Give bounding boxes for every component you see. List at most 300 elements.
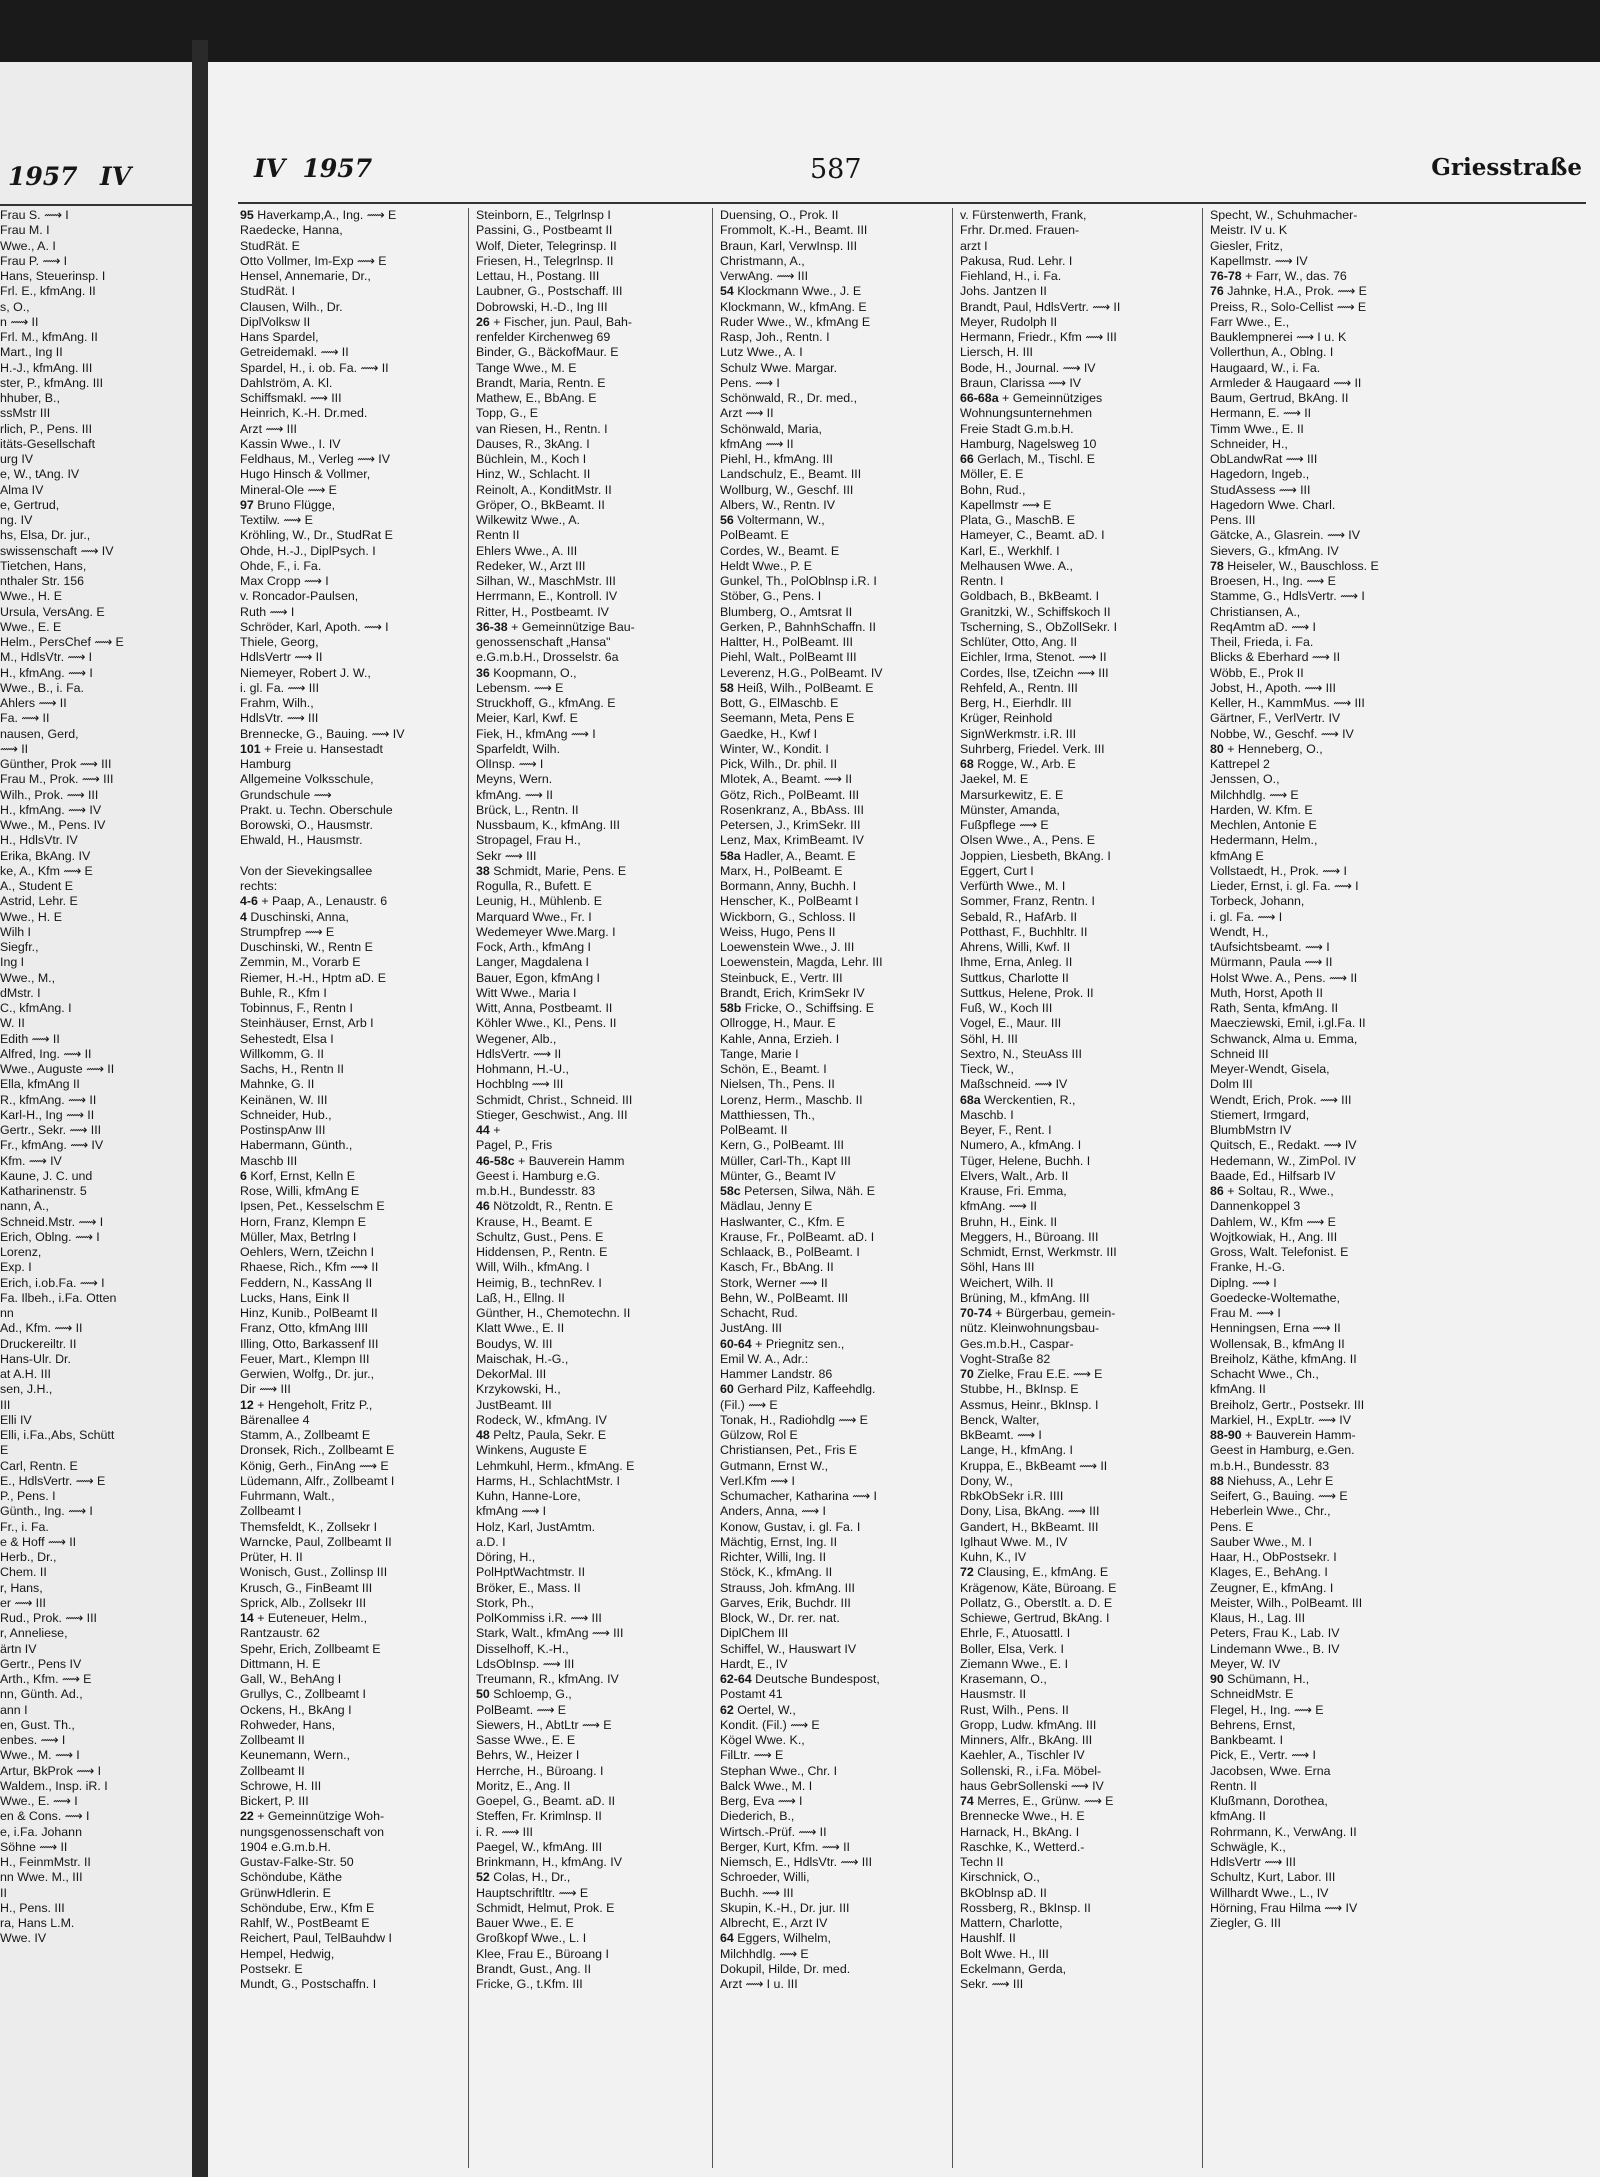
directory-entry: Hinz, W., Schlacht. II (476, 467, 591, 482)
left-page-entry: r, Anneliese, (0, 1626, 68, 1641)
directory-entry: Lüdemann, Alfr., Zollbeamt I (240, 1473, 395, 1488)
directory-entry: tAufsichtsbeamt. ⟿ I (1210, 940, 1330, 954)
directory-entry: FilLtr. ⟿ E (720, 1748, 784, 1763)
left-page-entry: Hans, Steuerinsp. I (0, 269, 106, 283)
directory-entry: Harnack, H., BkAng. I (960, 1824, 1080, 1839)
house-number: 66 (960, 452, 974, 466)
directory-entry: kfmAng E (1210, 848, 1264, 863)
directory-entry: Postamt 41 (720, 1687, 783, 1702)
directory-entry: kfmAng ⟿ II (720, 436, 794, 451)
directory-entry: Bormann, Anny, Buchh. I (720, 879, 857, 893)
directory-entry: StudAssess ⟿ III (1210, 482, 1311, 497)
directory-entry: Mächtig, Ernst, Ing. II (720, 1534, 838, 1549)
directory-entry: Giesler, Fritz, (1210, 238, 1283, 253)
directory-entry: Frau M. ⟿ I (1210, 1306, 1281, 1320)
house-number: 70 (960, 1367, 974, 1381)
directory-entry: HdlsVtr. ⟿ III (240, 711, 319, 726)
directory-entry: Bode, H., Journal. ⟿ IV (960, 360, 1096, 375)
directory-entry: Meyns, Wern. (476, 772, 553, 787)
directory-entry: Habermann, Günth., (240, 1138, 353, 1153)
left-page-entry: en, Gust. Th., (0, 1717, 75, 1732)
directory-entry: Krägenow, Käte, Büroang. E (960, 1580, 1117, 1595)
directory-entry: Ges.m.b.H., Caspar- (960, 1336, 1074, 1351)
left-page-entry: hs, Elsa, Dr. jur., (0, 528, 91, 543)
directory-entry: Stubbe, H., BkInsp. E (960, 1382, 1079, 1397)
directory-entry: Schön, E., Beamt. I (720, 1062, 827, 1076)
directory-entry: Heimig, B., technRev. I (476, 1275, 602, 1290)
directory-entry: Hauptschriftltr. ⟿ E (476, 1885, 589, 1900)
directory-entry: 68a Werckentien, R., (960, 1092, 1076, 1107)
directory-entry: Meyer, W. IV (1210, 1656, 1281, 1671)
directory-entry: Tieck, W., (960, 1062, 1014, 1076)
house-number: 90 (1210, 1672, 1224, 1686)
directory-entry: Ohde, H.-J., DiplPsych. I (240, 543, 376, 558)
directory-entry: Boudys, W. III (476, 1336, 553, 1351)
directory-entry: Rust, Wilh., Pens. II (960, 1702, 1069, 1717)
directory-entry: Kirschnick, O., (960, 1870, 1040, 1885)
directory-entry: Schwägle, K., (1210, 1839, 1286, 1854)
directory-entry: kfmAng. ⟿ II (476, 787, 553, 802)
left-page-entry: Schneid.Mstr. ⟿ I (0, 1214, 104, 1229)
directory-entry: Hinz, Kunib., PolBeamt II (240, 1306, 378, 1320)
directory-entry: Suttkus, Charlotte II (960, 970, 1069, 985)
directory-entry: Nielsen, Th., Pens. II (720, 1077, 835, 1092)
directory-entry: Dauses, R., 3kAng. I (476, 436, 590, 451)
left-page-entry: n ⟿ II (0, 314, 39, 329)
directory-entry: Münter, G., Beamt IV (720, 1168, 836, 1183)
directory-entry: 88-90 + Bauverein Hamm- (1210, 1428, 1356, 1442)
directory-entry: Zollbeamt II (240, 1763, 305, 1778)
directory-entry: Bickert, P. III (240, 1794, 309, 1808)
directory-entry: haus GebrSollenski ⟿ IV (960, 1778, 1104, 1793)
page-number: 587 (810, 154, 862, 185)
directory-entry: SignWerkmstr. i.R. III (960, 726, 1077, 741)
directory-entry: 66-68a + Gemeinnütziges (960, 391, 1103, 405)
directory-entry: Döring, H., (476, 1550, 536, 1564)
directory-entry: Elvers, Walt., Arb. II (960, 1168, 1069, 1183)
directory-entry: Sollenski, R., i.Fa. Möbel- (960, 1763, 1102, 1778)
directory-entry: Heberlein Wwe., Chr., (1210, 1504, 1331, 1519)
directory-entry: Nussbaum, K., kfmAng. III (476, 818, 620, 832)
directory-entry: 44 + (476, 1123, 501, 1137)
directory-entry: Freie Stadt G.m.b.H. (960, 421, 1074, 436)
directory-page (208, 62, 1600, 2177)
directory-entry: Ruder Wwe., W., kfmAng E (720, 314, 871, 329)
directory-entry: Bauer Wwe., E. E (476, 1916, 574, 1930)
house-number: 97 (240, 497, 254, 512)
left-page-entry: Wwe., M., Pens. IV (0, 818, 106, 832)
left-page-entry: nausen, Gerd, (0, 726, 79, 741)
directory-entry: v. Roncador-Paulsen, (240, 589, 359, 604)
directory-entry: Max Cropp ⟿ I (240, 574, 329, 588)
directory-entry: 4-6 + Paap, A., Lenaustr. 6 (240, 894, 388, 909)
directory-entry: arzt I (960, 238, 988, 253)
directory-entry: Potthast, F., Buchhltr. II (960, 924, 1088, 939)
directory-entry: Schiffsmakl. ⟿ III (240, 391, 342, 405)
house-number: 68 (960, 757, 974, 771)
directory-entry: Pens. ⟿ I (720, 375, 780, 390)
directory-entry: 26 + Fischer, jun. Paul, Bah- (476, 314, 633, 329)
directory-entry: Brennecke Wwe., H. E (960, 1809, 1085, 1824)
directory-entry: Blicks & Eberhard ⟿ II (1210, 650, 1341, 665)
left-page-entry: Frau M., Prok. ⟿ III (0, 772, 114, 787)
left-page-entry: II (0, 1885, 7, 1900)
directory-entry: Spardel, H., i. ob. Fa. ⟿ II (240, 360, 389, 375)
left-page-entry: Gertr., Pens IV (0, 1656, 82, 1671)
directory-entry: Münster, Amanda, (960, 802, 1060, 817)
directory-entry: 46 Nötzoldt, R., Rentn. E (476, 1199, 614, 1214)
directory-entry: Henningsen, Erna ⟿ II (1210, 1321, 1341, 1336)
directory-entry: Allgemeine Volksschule, (240, 772, 374, 787)
directory-entry: 14 + Euteneuer, Helm., (240, 1611, 368, 1625)
directory-entry: Dolm III (1210, 1077, 1253, 1092)
left-page-entry: Fa. Ilbeh., i.Fa. Otten (0, 1290, 117, 1305)
directory-entry: Möller, E. E (960, 467, 1024, 482)
directory-entry: Gutmann, Ernst W., (720, 1458, 829, 1473)
left-page-entry: Frl. E., kfmAng. II (0, 284, 96, 299)
left-page-entry: Frau M. I (0, 223, 50, 238)
directory-entry: Brandt, Maria, Rentn. E (476, 375, 606, 390)
directory-entry: Bott, G., ElMaschb. E (720, 696, 839, 710)
directory-entry: Goldbach, B., BkBeamt. I (960, 589, 1100, 604)
directory-entry: Kapellmstr. ⟿ IV (1210, 253, 1308, 268)
directory-entry: genossenschaft „Hansa" (476, 635, 611, 649)
left-page-entry: Waldem., Insp. iR. I (0, 1778, 108, 1793)
directory-entry: Meistr. IV u. K (1210, 223, 1288, 238)
directory-entry: Niemeyer, Robert J. W., (240, 665, 371, 680)
left-page-entry: nn Wwe. M., III (0, 1870, 83, 1885)
directory-entry: Gärtner, F., VerlVertr. IV (1210, 711, 1341, 726)
directory-entry: Lutz Wwe., A. I (720, 345, 803, 360)
directory-entry: Suhrberg, Friedel. Verk. III (960, 741, 1105, 756)
page-volume-year (254, 154, 372, 194)
directory-entry: StudRät. E (240, 238, 300, 253)
directory-entry: Hedermann, Helm., (1210, 833, 1318, 848)
directory-entry: v. Fürstenwerth, Frank, (960, 208, 1087, 222)
directory-entry: Schacht, Rud. (720, 1306, 798, 1320)
directory-entry: Loewenstein, Magda, Lehr. III (720, 955, 883, 970)
directory-entry: Rohrmann, K., VerwAng. II (1210, 1824, 1357, 1839)
directory-entry: Bauer, Egon, kfmAng I (476, 970, 600, 985)
left-page-entry: Artur, BkProk ⟿ I (0, 1763, 102, 1778)
directory-entry: Broesen, H., Ing. ⟿ E (1210, 574, 1336, 588)
directory-entry: Armleder & Haugaard ⟿ II (1210, 375, 1362, 390)
directory-entry: Sebald, R., HafArb. II (960, 909, 1078, 924)
directory-entry: Voght-Straße 82 (960, 1351, 1051, 1366)
directory-entry: 62 Oertel, W., (720, 1702, 796, 1717)
left-page-entry: Günther, Prok ⟿ III (0, 757, 112, 771)
left-page-entry: Kfm. ⟿ IV (0, 1153, 62, 1168)
directory-entry: Hagedorn Wwe. Charl. (1210, 497, 1336, 512)
year-label: 1957 (302, 154, 373, 183)
directory-entry: Tobinnus, F., Rentn I (240, 1001, 353, 1015)
left-page-entry: at A.H. III (0, 1367, 51, 1381)
directory-entry: Kasch, Fr., BbAng. II (720, 1260, 834, 1275)
directory-entry: Cordes, Ilse, tZeichn ⟿ III (960, 665, 1109, 680)
directory-entry: Mathew, E., BbAng. E (476, 391, 597, 405)
directory-entry: Fußpflege ⟿ E (960, 818, 1049, 832)
directory-entry: Stamm, A., Zollbeamt E (240, 1428, 371, 1442)
directory-entry: Steffen, Fr. Krimlnsp. II (476, 1809, 602, 1824)
directory-entry: Langer, Magdalena I (476, 955, 589, 970)
left-page-entry: Ing I (0, 955, 25, 970)
directory-entry: Plata, G., MaschB. E (960, 513, 1076, 527)
directory-entry: Verl.Kfm ⟿ I (720, 1473, 795, 1488)
directory-entry: Torbeck, Johann, (1210, 894, 1305, 909)
left-page-entry: Wwe., M. ⟿ I (0, 1748, 80, 1763)
directory-entry: m.b.H., Bundesstr. 83 (476, 1184, 596, 1198)
left-page-entry: M., HdlsVtr. ⟿ I (0, 650, 93, 665)
directory-entry: Herrche, H., Büroang. I (476, 1763, 604, 1778)
directory-entry: Berg, Eva ⟿ I (720, 1794, 803, 1808)
left-page-entry: Fr., kfmAng. ⟿ IV (0, 1138, 104, 1153)
left-page-entry: Wwe., Auguste ⟿ II (0, 1062, 115, 1076)
house-number: 38 (476, 863, 490, 878)
directory-entry: Cordes, W., Beamt. E (720, 543, 840, 558)
directory-entry: Hermann, Friedr., Kfm ⟿ III (960, 330, 1117, 344)
directory-entry: Bauklempnerei ⟿ I u. K (1210, 330, 1347, 344)
directory-entry: 97 Bruno Flügge, (240, 497, 336, 512)
directory-entry: Otto Vollmer, Im-Exp ⟿ E (240, 253, 387, 268)
directory-entry: Getreidemakl. ⟿ II (240, 345, 349, 360)
directory-entry: Kuhn, K., IV (960, 1550, 1027, 1564)
directory-entry: Gröper, O., BkBeamt. II (476, 497, 605, 512)
directory-entry: Rodeck, W., kfmAng. IV (476, 1412, 607, 1427)
directory-entry: Dahlström, A. Kl. (240, 375, 333, 390)
directory-entry: Quitsch, E., Redakt. ⟿ IV (1210, 1138, 1357, 1153)
directory-entry: DiplVolksw II (240, 314, 311, 329)
directory-entry: Frommolt, K.-H., Beamt. III (720, 223, 868, 238)
left-page-entry: ke, A., Kfm ⟿ E (0, 863, 93, 878)
house-number: 101 (240, 741, 261, 756)
directory-entry: Frhr. Dr.med. Frauen- (960, 223, 1080, 238)
left-page-entry: Wwe., B., i. Fa. (0, 680, 84, 695)
directory-entry: Brandt, Paul, HdlsVertr. ⟿ II (960, 299, 1121, 314)
left-page-entry: E., HdlsVertr. ⟿ E (0, 1473, 106, 1488)
left-page-entry: Elli IV (0, 1412, 32, 1427)
directory-entry: Müller, Carl-Th., Kapt III (720, 1153, 851, 1168)
directory-entry: Stork, Ph., (476, 1595, 534, 1610)
column-divider (712, 208, 713, 2168)
directory-entry: Reinolt, A., KonditMstr. II (476, 482, 612, 497)
directory-entry: Skupin, K.-H., Dr. jur. III (720, 1900, 850, 1915)
directory-entry: van Riesen, H., Rentn. I (476, 421, 608, 436)
directory-entry: Klatt Wwe., E. II (476, 1321, 565, 1336)
directory-entry: 68 Rogge, W., Arb. E (960, 757, 1076, 771)
directory-entry: RbkObSekr i.R. IIII (960, 1489, 1064, 1503)
left-page-entry: Erika, BkAng. IV (0, 848, 91, 863)
directory-entry: Müller, Max, Betrlng I (240, 1229, 357, 1244)
left-page-entry: ng. IV (0, 513, 33, 527)
directory-entry: 80 + Henneberg, O., (1210, 741, 1323, 756)
house-number: 56 (720, 513, 734, 527)
directory-entry: Rentn. I (960, 574, 1004, 588)
directory-entry: Behn, W., PolBeamt. III (720, 1290, 849, 1305)
directory-entry: Hausmstr. II (960, 1687, 1027, 1702)
left-page-entry: r, Hans, (0, 1580, 43, 1595)
directory-entry: Benck, Walter, (960, 1412, 1040, 1427)
left-page-entry: Frau S. ⟿ I (0, 208, 69, 222)
directory-entry: Schiewe, Gertrud, BkAng. I (960, 1611, 1110, 1625)
directory-entry: ObLandwRat ⟿ III (1210, 452, 1318, 466)
directory-entry: 74 Merres, E., Grünw. ⟿ E (960, 1794, 1114, 1808)
directory-entry: 52 Colas, H., Dr., (476, 1870, 571, 1885)
directory-entry: BkOblnsp aD. II (960, 1885, 1047, 1900)
left-page-entry: nn, Günth. Ad., (0, 1687, 83, 1702)
house-number: 58c (720, 1184, 741, 1198)
directory-entry: Grundschule ⟿ (240, 787, 332, 802)
left-header-rule (0, 204, 192, 206)
directory-entry: Stropagel, Frau H., (476, 833, 581, 848)
directory-entry: Christiansen, Pet., Fris E (720, 1443, 858, 1458)
directory-entry: Grullys, C., Zollbeamt I (240, 1687, 366, 1702)
directory-entry: Harden, W. Kfm. E (1210, 802, 1313, 817)
directory-entry: GrünwHdlerin. E (240, 1885, 331, 1900)
house-number: 88 (1210, 1473, 1224, 1488)
directory-entry: Clausen, Wilh., Dr. (240, 299, 343, 314)
directory-entry: Meyer-Wendt, Gisela, (1210, 1062, 1330, 1076)
directory-entry: VerwAng. ⟿ III (720, 269, 809, 283)
directory-entry: Flegel, H., Ing. ⟿ E (1210, 1702, 1324, 1717)
directory-entry: Oehlers, Wern, tZeichn I (240, 1245, 375, 1259)
directory-entry: kfmAng. ⟿ II (960, 1199, 1037, 1214)
directory-entry: Wirtsch.-Prüf. ⟿ II (720, 1824, 827, 1839)
directory-entry: Minners, Alfr., BkAng. III (960, 1733, 1093, 1747)
directory-entry: 6 Korf, Ernst, Kelln E (240, 1168, 356, 1183)
directory-entry: Lenz, Max, KrimBeamt. IV (720, 833, 864, 848)
directory-entry: Redeker, W., Arzt III (476, 558, 586, 573)
left-page-entry: Arth., Kfm. ⟿ E (0, 1672, 92, 1686)
directory-entry: Marx, H., PolBeamt. E (720, 863, 843, 878)
house-number: 22 (240, 1809, 254, 1824)
left-page-entry: Fa. ⟿ II (0, 711, 50, 726)
directory-entry: Gross, Walt. Telefonist. E (1210, 1245, 1349, 1259)
left-page-entry: Edith ⟿ II (0, 1031, 60, 1046)
house-number: 88-90 (1210, 1428, 1242, 1442)
directory-entry: Dahlem, W., Kfm ⟿ E (1210, 1214, 1336, 1229)
directory-entry: LdsObInsp. ⟿ III (476, 1656, 575, 1671)
left-page-entry: C., kfmAng. I (0, 1001, 72, 1015)
directory-entry: Laß, H., Ellng. II (476, 1290, 565, 1305)
directory-entry: Stamme, G., HdlsVertr. ⟿ I (1210, 589, 1365, 604)
directory-entry: Sekr. ⟿ III (960, 1977, 1024, 1991)
directory-entry: Brinkmann, H., kfmAng. IV (476, 1855, 622, 1869)
directory-entry: Schacht Wwe., Ch., (1210, 1367, 1319, 1381)
left-page-entry: Ahlers ⟿ II (0, 696, 67, 710)
directory-entry: Verfürth Wwe., M. I (960, 879, 1066, 893)
directory-entry: Haugaard, W., i. Fa. (1210, 360, 1321, 375)
directory-entry: Haltter, H., PolBeamt. III (720, 635, 853, 649)
directory-entry: König, Gerh., FinAng ⟿ E (240, 1458, 389, 1473)
directory-entry: Schultz, Kurt, Labor. III (1210, 1870, 1336, 1885)
left-page-entry: Kaune, J. C. und (0, 1168, 93, 1183)
house-number: 4-6 (240, 894, 258, 909)
directory-entry: Maschb. I (960, 1107, 1014, 1122)
directory-entry: Goepel, G., Beamt. aD. II (476, 1794, 616, 1808)
directory-entry: Schulz Wwe. Margar. (720, 360, 838, 375)
directory-entry: Reichert, Paul, TelBauhdw I (240, 1931, 392, 1946)
directory-entry: BkBeamt. ⟿ I (960, 1428, 1042, 1442)
directory-entry: Hohmann, H.-U., (476, 1062, 569, 1076)
directory-entry: Rose, Willi, kfmAng E (240, 1184, 360, 1198)
directory-entry: JustAng. III (720, 1321, 782, 1336)
directory-entry: Witt, Anna, Postbeamt. II (476, 1001, 613, 1015)
directory-entry: Hermann, E. ⟿ II (1210, 406, 1312, 421)
directory-entry: PolKommiss i.R. ⟿ III (476, 1611, 602, 1625)
directory-entry: Keinänen, W. III (240, 1092, 328, 1107)
directory-entry: Melhausen Wwe. A., (960, 558, 1073, 573)
directory-entry: Sievers, G., kfmAng. IV (1210, 543, 1339, 558)
directory-entry: Joppien, Liesbeth, BkAng. I (960, 848, 1111, 863)
directory-entry: Holz, Karl, JustAmtm. (476, 1519, 596, 1534)
directory-entry: Lorenz, Herm., Maschb. II (720, 1092, 863, 1107)
directory-entry: Zemmin, M., Vorarb E (240, 955, 361, 970)
directory-entry: Goedecke-Woltemathe, (1210, 1290, 1340, 1305)
directory-entry: 66 Gerlach, M., Tischl. E (960, 452, 1095, 466)
directory-entry: Mlotek, A., Beamt. ⟿ II (720, 772, 853, 787)
directory-entry: Marquard Wwe., Fr. I (476, 909, 592, 924)
directory-entry: Textilw. ⟿ E (240, 513, 313, 527)
directory-entry: Bärenallee 4 (240, 1412, 310, 1427)
directory-entry: Tscherning, S., ObZollSekr. I (960, 619, 1118, 634)
directory-entry: Illing, Otto, Barkassenf III (240, 1336, 379, 1351)
directory-entry: Meister, Wilh., PolBeamt. III (1210, 1595, 1363, 1610)
directory-entry: Pollatz, G., Oberstlt. a. D. E (960, 1595, 1113, 1610)
directory-entry: Gunkel, Th., PolOblnsp i.R. I (720, 574, 877, 588)
left-page-entry: Carl, Rentn. E (0, 1458, 78, 1473)
directory-entry: Timm Wwe., E. II (1210, 421, 1304, 436)
directory-entry: Tüger, Helene, Buchh. I (960, 1153, 1091, 1168)
house-number: 44 (476, 1123, 490, 1137)
left-page-entry: Frl. M., kfmAng. II (0, 330, 98, 344)
directory-entry: Pick, Wilh., Dr. phil. II (720, 757, 838, 771)
directory-entry: Mattern, Charlotte, (960, 1916, 1063, 1930)
directory-entry: Schultz, Gust., Pens. E (476, 1229, 604, 1244)
directory-entry: Sehestedt, Elsa I (240, 1031, 334, 1046)
left-page-entry: Herb., Dr., (0, 1550, 57, 1564)
directory-entry: PostinspAnw III (240, 1123, 326, 1137)
directory-entry: Schumacher, Katharina ⟿ I (720, 1489, 877, 1503)
left-page-entry: ster, P., kfmAng. III (0, 375, 104, 390)
left-page-entry: ann I (0, 1702, 28, 1717)
directory-entry: HdlsVertr ⟿ II (240, 650, 323, 665)
directory-entry: Klee, Frau E., Büroang I (476, 1946, 609, 1961)
left-page-entry: Tietchen, Hans, (0, 558, 87, 573)
directory-entry: 12 + Hengeholt, Fritz P., (240, 1397, 373, 1412)
directory-entry: Mechlen, Antonie E (1210, 818, 1317, 832)
directory-entry: 78 Heiseler, W., Bauschloss. E (1210, 558, 1379, 573)
left-page-entry: III (0, 1397, 11, 1412)
directory-entry: Dokupil, Hilde, Dr. med. (720, 1961, 851, 1976)
directory-entry: Klages, E., BehAng. I (1210, 1565, 1328, 1580)
entry-column-3 (720, 208, 946, 2168)
left-page-entry: rlich, P., Pens. III (0, 421, 93, 436)
directory-entry: Struckhoff, G., kfmAng. E (476, 696, 616, 710)
directory-entry: Wonisch, Gust., Zollinsp III (240, 1565, 388, 1580)
directory-entry: Dobrowski, H.-D., Ing III (476, 299, 608, 314)
directory-entry: Wohnungsunternehmen (960, 406, 1093, 421)
directory-entry: Stiemert, Irmgard, (1210, 1107, 1310, 1122)
directory-entry: a.D. I (476, 1534, 506, 1549)
directory-entry: Loewenstein Wwe., J. III (720, 940, 855, 954)
directory-entry: Prüter, H. II (240, 1550, 303, 1564)
directory-entry: Stork, Werner ⟿ II (720, 1275, 828, 1290)
directory-entry: Meggers, H., Büroang. III (960, 1229, 1099, 1244)
directory-entry: 76 Jahnke, H.A., Prok. ⟿ E (1210, 284, 1367, 299)
directory-entry: Haslwanter, C., Kfm. E (720, 1214, 845, 1229)
left-page-entry: Helm., PersChef ⟿ E (0, 635, 124, 649)
directory-entry: Krause, Fr., PolBeamt. aD. I (720, 1229, 875, 1244)
